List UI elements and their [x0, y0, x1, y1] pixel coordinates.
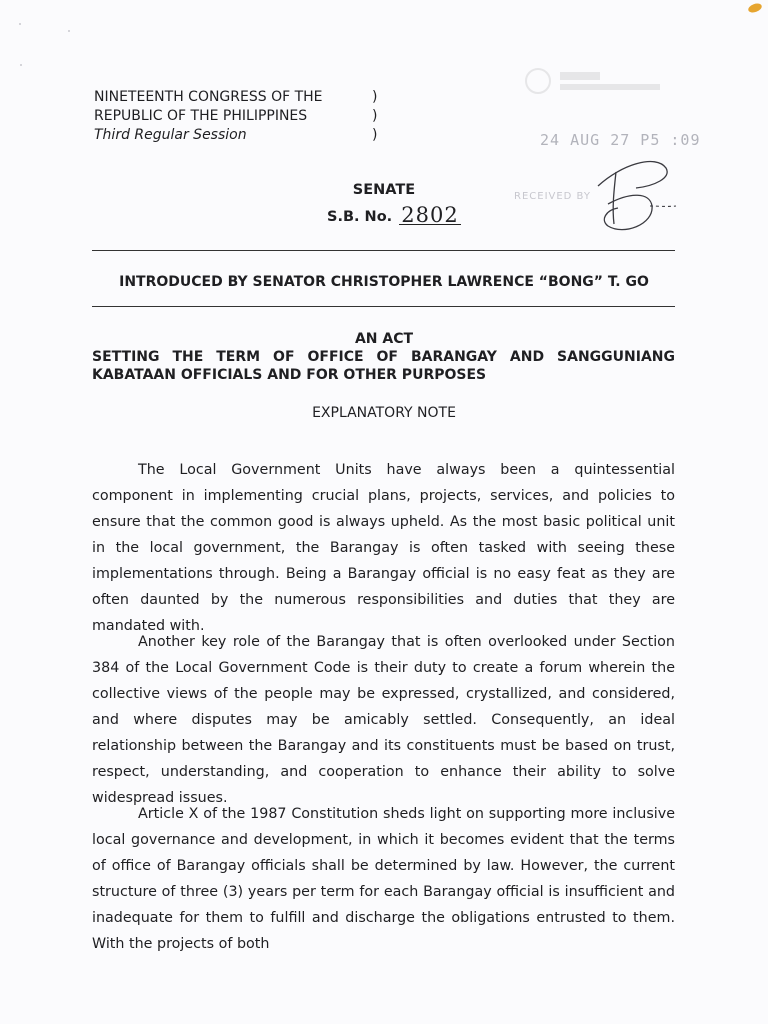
scan-speck: [19, 23, 21, 25]
congress-line-1: NINETEENTH CONGRESS OF THE: [94, 89, 323, 105]
congress-header: [94, 88, 323, 145]
scan-speck: [68, 30, 70, 32]
bill-number: 2802: [401, 203, 459, 227]
divider-rule: [92, 306, 675, 307]
corner-mark: [747, 2, 763, 14]
bracket: ): [372, 89, 378, 105]
congress-line-2: REPUBLIC OF THE PHILIPPINES: [94, 108, 308, 124]
act-title: SETTING THE TERM OF OFFICE OF BARANGAY AND SANGGUNIANG KABATAAN OFFICIALS AND FOR OTHER PURPOSES: [92, 349, 675, 383]
introduced-by: INTRODUCED BY SENATOR CHRISTOPHER LAWRENCE “BONG” T. GO: [119, 274, 649, 290]
senate-seal-stamp: [520, 64, 670, 98]
session-line: Third Regular Session: [94, 127, 247, 143]
bracket: ): [372, 108, 378, 124]
act-heading: AN ACT: [354, 331, 414, 347]
header-brackets: [372, 88, 377, 145]
divider-rule: [92, 250, 675, 251]
bill-number-label: S.B. No.: [327, 209, 393, 225]
received-by-stamp: RECEIVED BY: [514, 191, 591, 202]
body-paragraph: Article X of the 1987 Constitution sheds light on supporting more inclusive local governance and development, in which it becomes evident that the terms of office of Barangay officials shall be determined by law. However, the current structure of three (3) years per term for each Barangay official is insufficient and inadequate for them to fulfill and discharge the obligations entrusted to them. With the projects of both: [92, 806, 675, 952]
bill-number-line: [327, 203, 461, 227]
received-datetime-stamp: 24 AUG 27 P5 :09: [540, 131, 701, 149]
scan-speck: [20, 64, 22, 66]
bracket: ): [372, 127, 378, 143]
explanatory-note-heading: EXPLANATORY NOTE: [312, 405, 456, 421]
body-paragraph: Another key role of the Barangay that is often overlooked under Section 384 of the Local Government Code is their duty to create a forum wherein the collective views of the people may be expressed, crystallized, and considered, and where disputes may be amicably settled. Consequently, an ideal relationship between the Barangay and its constituents must be based on trust, respect, understanding, and cooperation to enhance their ability to solve widespread issues.: [92, 634, 675, 806]
chamber-label: SENATE: [352, 182, 416, 198]
body-paragraph: The Local Government Units have always been a quintessential component in implementing crucial plans, projects, services, and policies to ensure that the common good is always upheld. As the most basic political unit in the local government, the Barangay is often tasked with seeing these implementations through. Being a Barangay official is no easy feat as they are often daunted by the numerous responsibilities and duties that they are mandated with.: [92, 462, 675, 634]
